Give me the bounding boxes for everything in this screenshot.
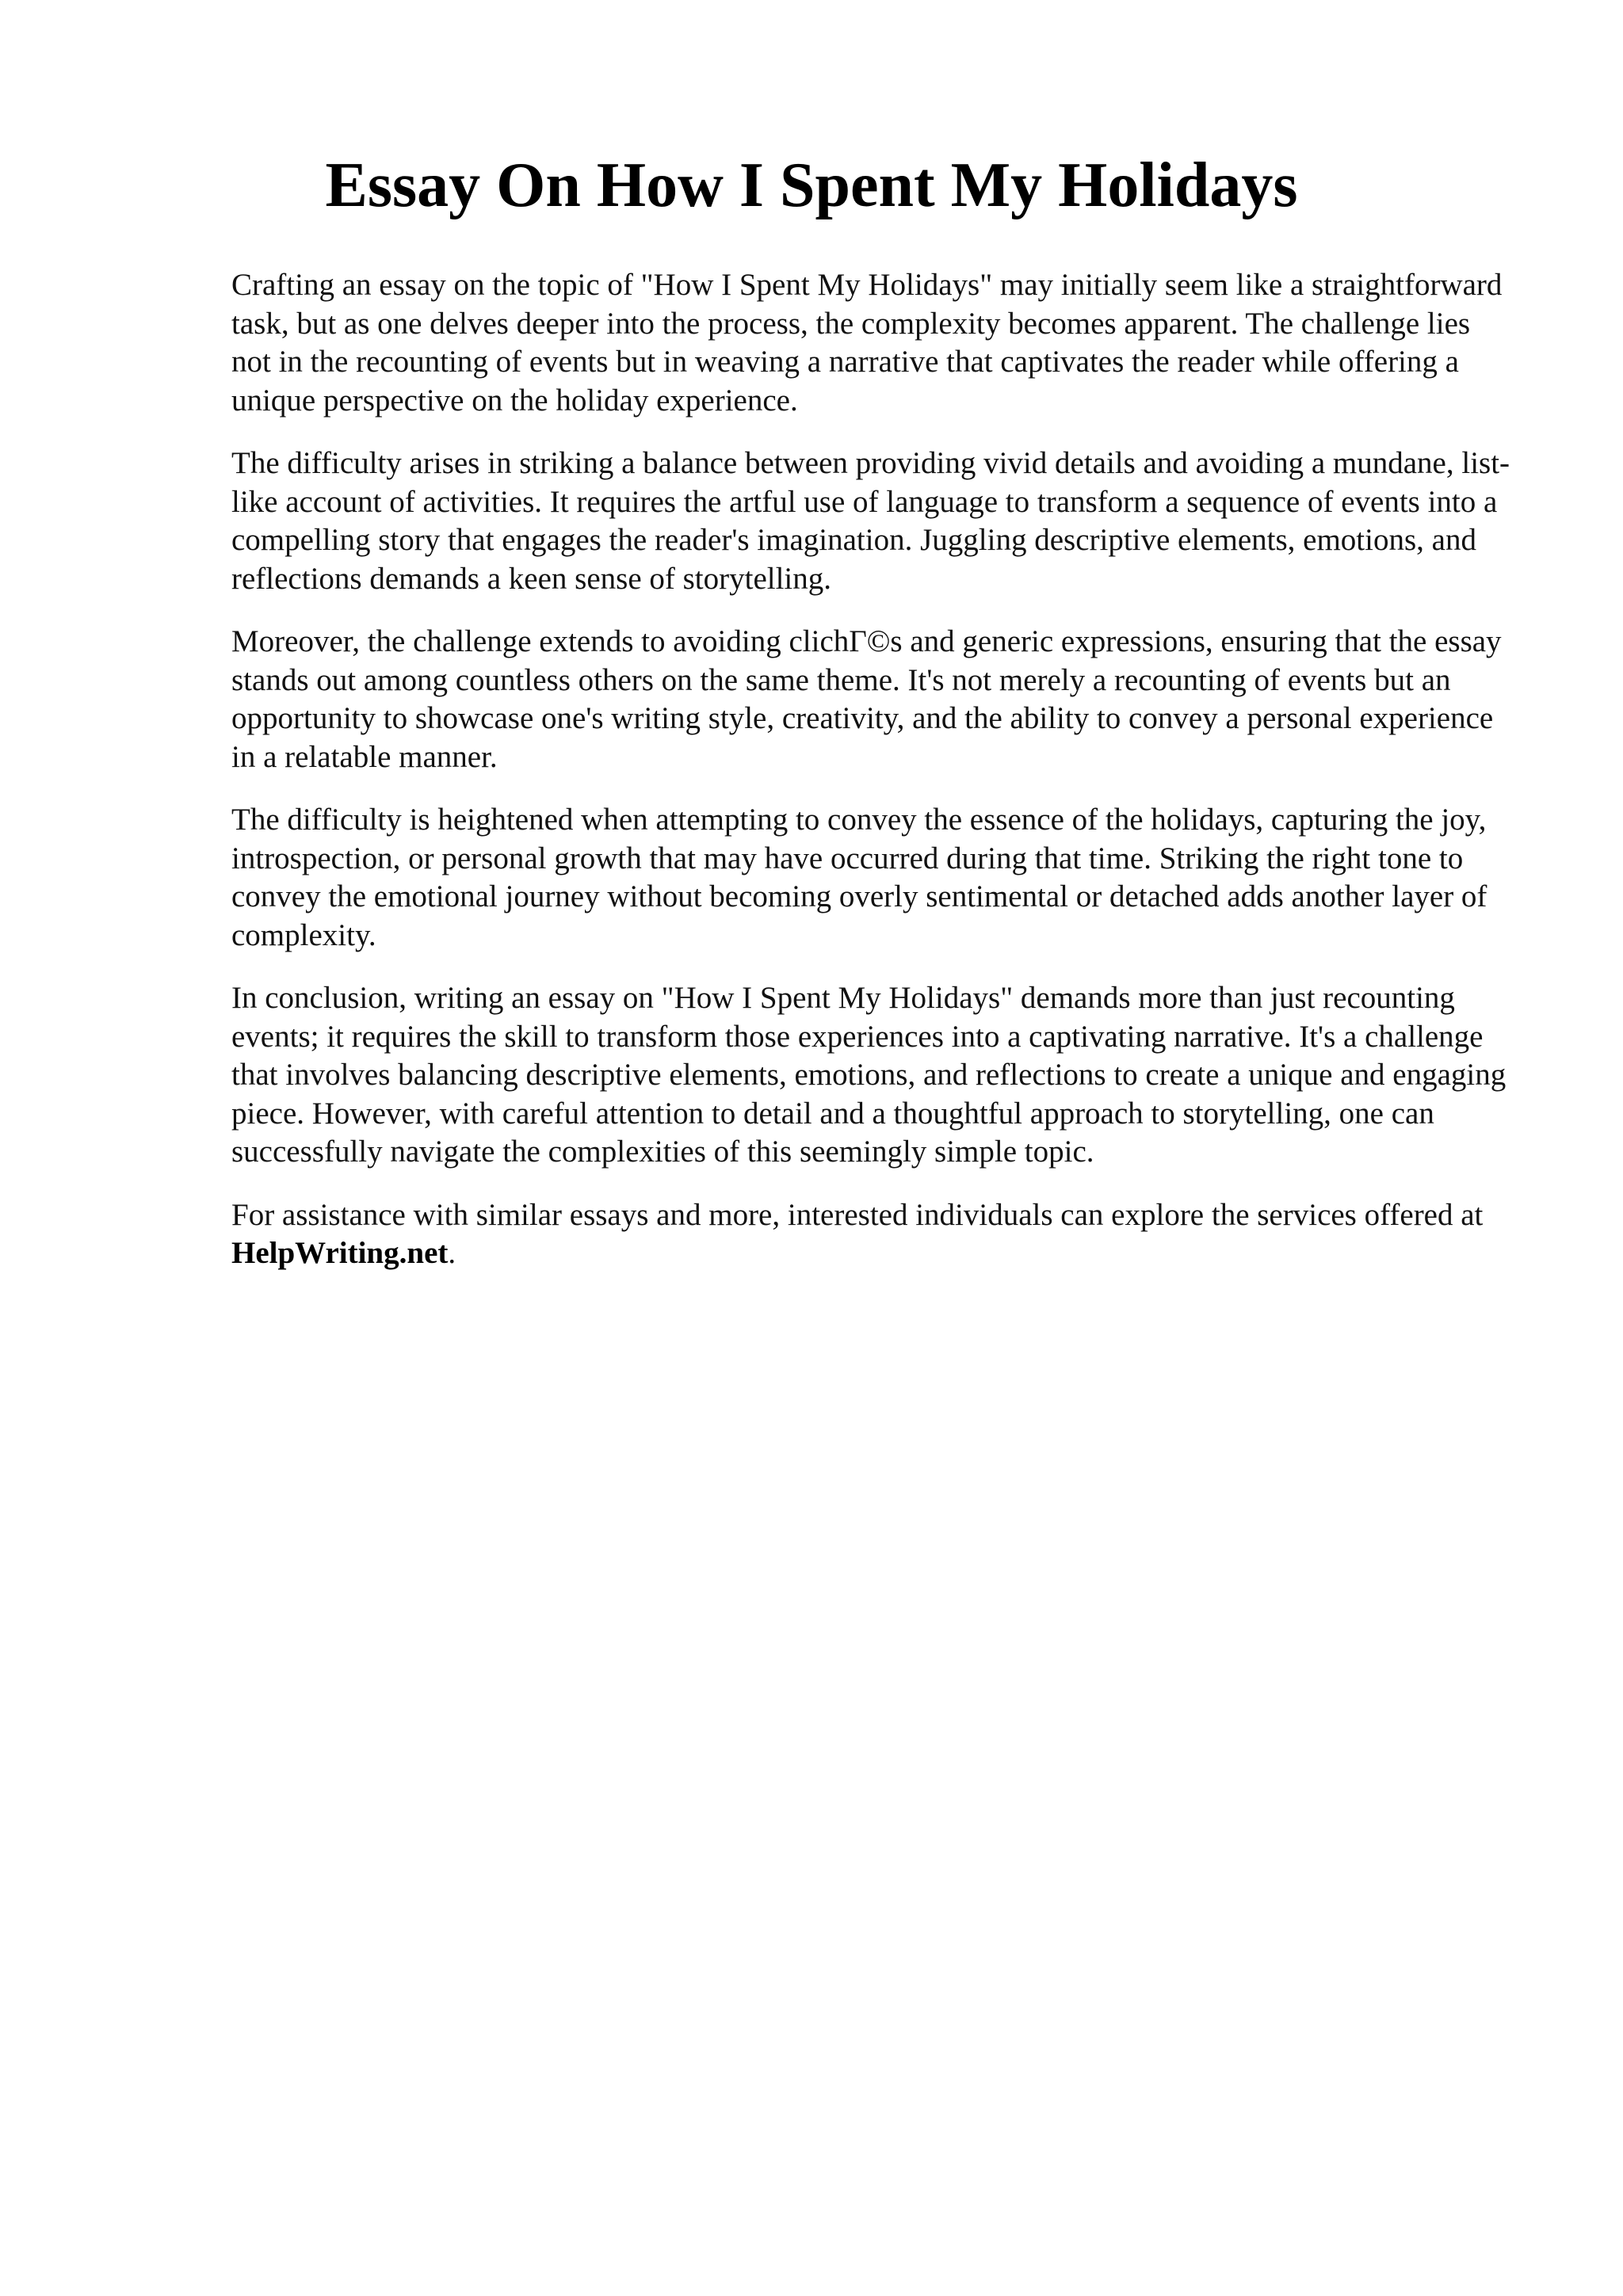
page-title: Essay On How I Spent My Holidays	[325, 151, 1298, 220]
closing-suffix: .	[448, 1236, 456, 1270]
helpwriting-link[interactable]: HelpWriting.net	[231, 1236, 449, 1270]
essay-body	[231, 266, 1515, 1298]
paragraph-4: The difficulty is heightened when attempting to convey the essence of the holidays, capturing the joy, introspection, or personal growth that may have occurred during that time. Striking the right tone to convey the emotional journey without becoming overly sentimental or detached adds another layer of complexity.	[231, 803, 1487, 952]
paragraph-2: The difficulty arises in striking a balance between providing vivid details and avoiding a mundane, list-like account of activities. It requires the artful use of language to transform a sequence of events into a compelling story that engages the reader's imagination. Juggling descriptive elements, emotions, and reflections demands a keen sense of storytelling.	[231, 446, 1510, 596]
closing-paragraph	[231, 1196, 1515, 1273]
closing-text: For assistance with similar essays and more, interested individuals can explore the services offered at	[231, 1197, 1484, 1232]
paragraph-3: Moreover, the challenge extends to avoiding clichΓ©s and generic expressions, ensuring that the essay stands out among countless others on the same theme. It's not merely a recounting of events but an opportunity to showcase one's writing style, creativity, and the ability to convey a personal experience in a relatable manner.	[231, 624, 1502, 774]
paragraph-5: In conclusion, writing an essay on "How I Spent My Holidays" demands more than just recounting events; it requires the skill to transform those experiences into a captivating narrative. It's a challenge that involves balancing descriptive elements, emotions, and reflections to create a unique and engaging piece. However, with careful attention to detail and a thoughtful approach to storytelling, one can successfully navigate the complexities of this seemingly simple topic.	[231, 981, 1507, 1169]
paragraph-1: Crafting an essay on the topic of "How I Spent My Holidays" may initially seem like a straightforward task, but as one delves deeper into the process, the complexity becomes apparent. The challenge lies not in the recounting of events but in weaving a narrative that captivates the reader while offering a unique perspective on the holiday experience.	[231, 268, 1503, 418]
